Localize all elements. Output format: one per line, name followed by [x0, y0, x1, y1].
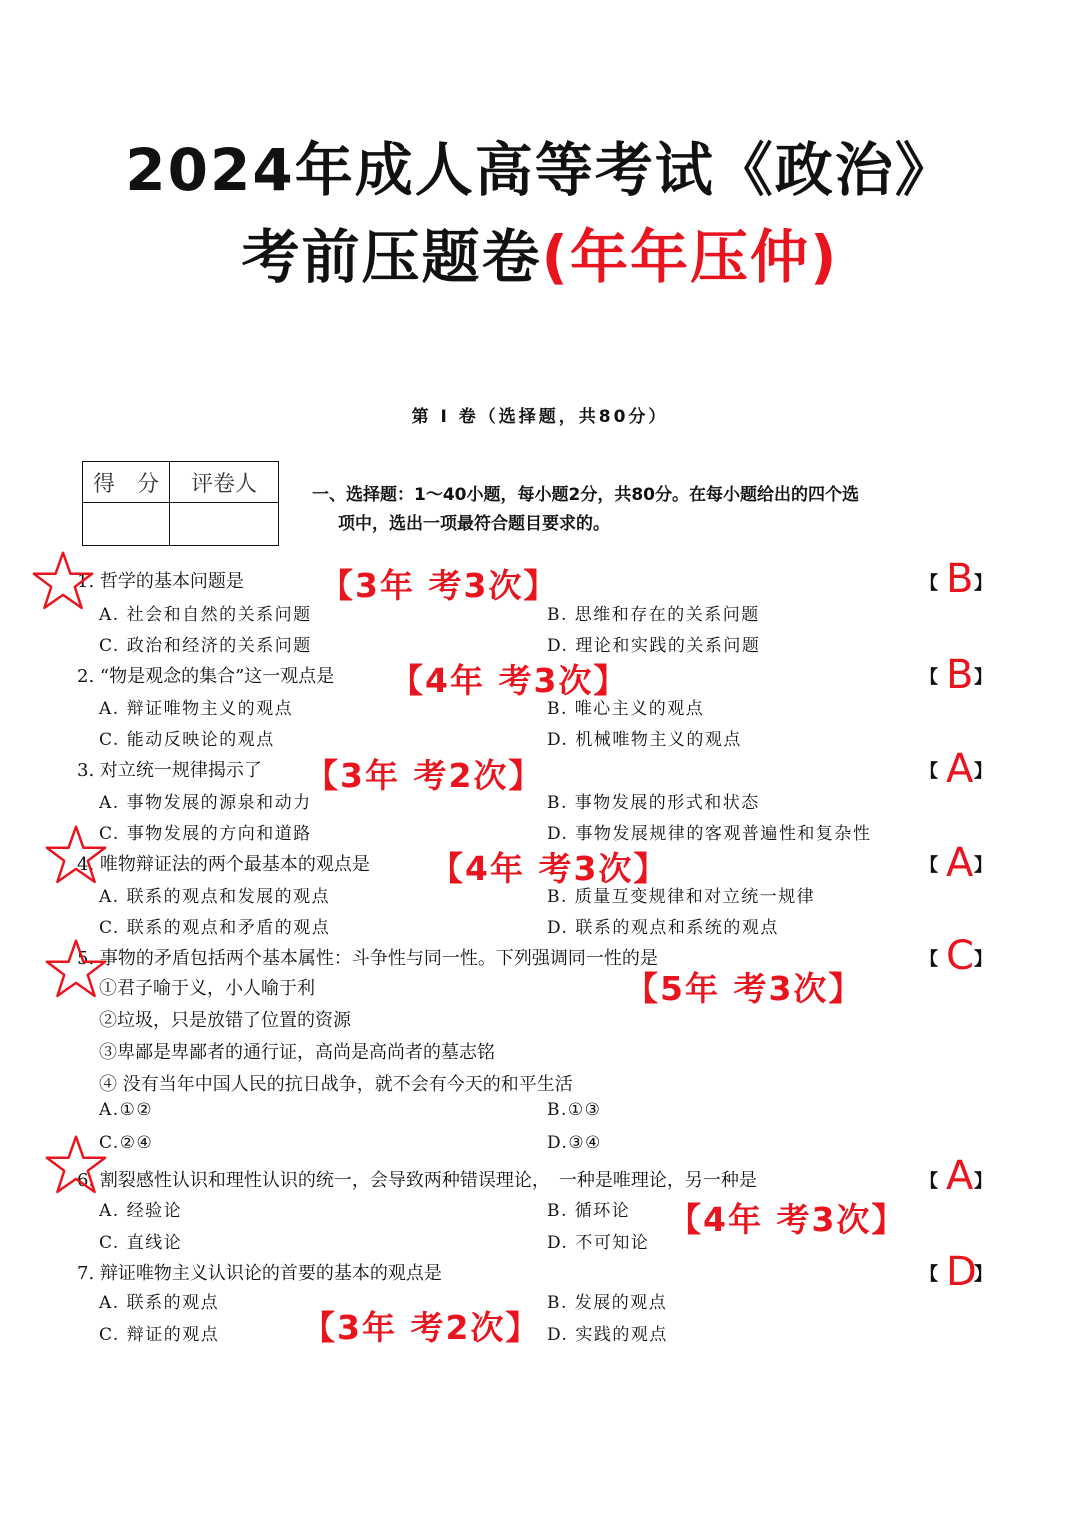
option-b: B. 发展的观点: [547, 1293, 668, 1313]
option-b: B. 循环论: [547, 1201, 631, 1221]
section-heading: 第 Ⅰ 卷（选择题，共80分）: [411, 407, 669, 427]
frequency-note: 【4年 考3次】: [390, 661, 629, 700]
answer-mark: A: [946, 840, 974, 886]
option-c: C. 联系的观点和矛盾的观点: [99, 918, 331, 938]
frequency-note: 【3年 考3次】: [320, 566, 559, 605]
answer-mark: B: [946, 556, 974, 602]
page-title-highlight: (年年压仲): [541, 223, 839, 291]
option-c: C. 能动反映论的观点: [99, 730, 275, 750]
instructions-line2: 项中，选出一项最符合题目要求的。: [338, 514, 610, 534]
option-b: B. 质量互变规律和对立统一规律: [547, 887, 816, 907]
page-title-main: 考前压题卷: [241, 223, 542, 291]
option-a: A. 事物发展的源泉和动力: [99, 793, 312, 813]
question-stem: 3. 对立统一规律揭示了: [77, 760, 262, 781]
question-stem: 4. 唯物辩证法的两个最基本的观点是: [77, 854, 370, 875]
frequency-note: 【4年 考3次】: [668, 1200, 907, 1239]
statement-item: ①君子喻于义，小人喻于利: [99, 978, 315, 999]
grader-header: 评卷人: [170, 462, 279, 503]
star-icon: [32, 549, 94, 611]
question-stem: 7. 辩证唯物主义认识论的首要的基本的观点是: [77, 1263, 442, 1284]
option-a: A. 社会和自然的关系问题: [99, 605, 312, 625]
grader-cell: [170, 503, 279, 546]
instructions: [312, 481, 1002, 539]
option-d: D. 实践的观点: [547, 1325, 668, 1345]
page-title-line1: 2024年成人高等考试《政治》: [125, 136, 955, 204]
option-c: C.②④: [99, 1133, 154, 1153]
instructions-line1: 一、选择题：1～40小题，每小题2分，共80分。在每小题给出的四个选: [312, 485, 859, 505]
option-c: C. 事物发展的方向和道路: [99, 824, 312, 844]
option-d: D. 联系的观点和系统的观点: [547, 918, 779, 938]
statement-item: ②垃圾，只是放错了位置的资源: [99, 1010, 351, 1031]
score-cell: [83, 503, 170, 546]
score-header: 得 分: [83, 462, 170, 503]
question-stem: 1. 哲学的基本问题是: [77, 571, 244, 592]
frequency-note: 【3年 考2次】: [305, 756, 544, 795]
option-d: D. 不可知论: [547, 1233, 650, 1253]
option-c: C. 政治和经济的关系问题: [99, 636, 312, 656]
option-a: A. 联系的观点: [99, 1293, 220, 1313]
option-d: D. 机械唯物主义的观点: [547, 730, 742, 750]
option-b: B. 事物发展的形式和状态: [547, 793, 760, 813]
option-b: B. 唯心主义的观点: [547, 699, 705, 719]
answer-mark: C: [946, 933, 974, 979]
option-d: D. 事物发展规律的客观普遍性和复杂性: [547, 824, 872, 844]
answer-mark: A: [946, 746, 974, 792]
option-a: A. 经验论: [99, 1201, 183, 1221]
option-c: C. 直线论: [99, 1233, 183, 1253]
option-b: B. 思维和存在的关系问题: [547, 605, 760, 625]
frequency-note: 【3年 考2次】: [302, 1308, 541, 1347]
star-icon: [45, 1133, 107, 1195]
star-icon: [45, 937, 107, 999]
option-b: B.①③: [547, 1100, 602, 1120]
statement-item: ④ 没有当年中国人民的抗日战争，就不会有今天的和平生活: [99, 1074, 573, 1095]
answer-mark: D: [946, 1249, 977, 1295]
answer-mark: B: [946, 652, 974, 698]
statement-item: ③卑鄙是卑鄙者的通行证，高尚是高尚者的墓志铭: [99, 1042, 495, 1063]
option-a: A.①②: [99, 1100, 154, 1120]
star-icon: [45, 823, 107, 885]
option-a: A. 联系的观点和发展的观点: [99, 887, 331, 907]
option-a: A. 辩证唯物主义的观点: [99, 699, 294, 719]
score-table: [82, 461, 279, 546]
option-d: D. 理论和实践的关系问题: [547, 636, 761, 656]
question-stem: 6. 割裂感性认识和理性认识的统一，会导致两种错误理论， 一种是唯理论，另一种是: [77, 1170, 757, 1191]
frequency-note: 【4年 考3次】: [430, 849, 669, 888]
answer-mark: A: [946, 1153, 974, 1199]
question-stem: 5. 事物的矛盾包括两个基本属性：斗争性与同一性。下列强调同一性的是: [77, 948, 658, 969]
frequency-note: 【5年 考3次】: [625, 969, 864, 1008]
option-c: C. 辩证的观点: [99, 1325, 220, 1345]
question-stem: 2. “物是观念的集合”这一观点是: [77, 666, 335, 687]
page-title-line2: [0, 223, 1080, 291]
option-d: D.③④: [547, 1133, 602, 1153]
